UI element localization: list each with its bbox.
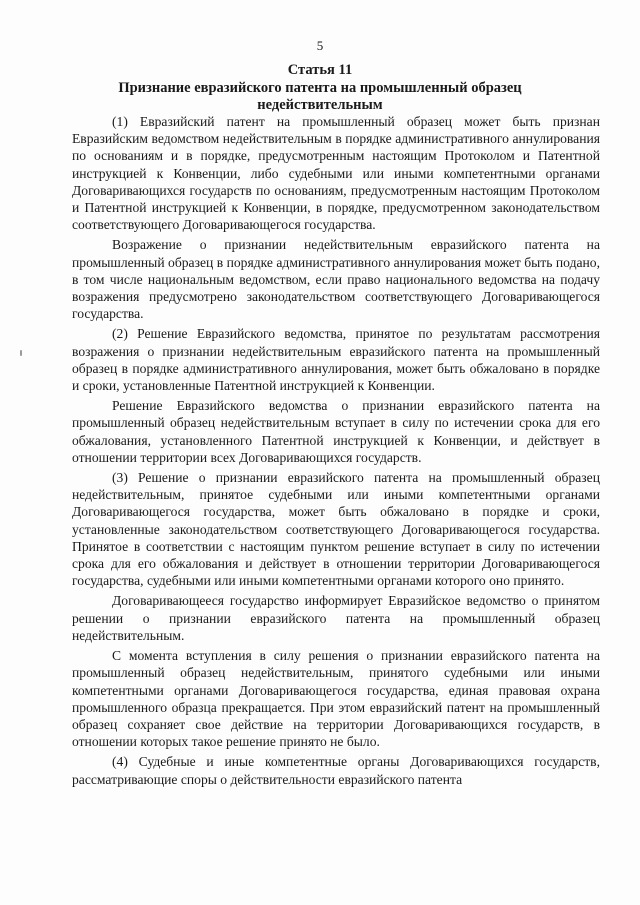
paragraph-1-1: (1) Евразийский патент на промышленный образец может быть признан Евразийским ведомством недействительным в порядке административного аннулирования по основаниям и в порядке, предусмотренным настоящим Протоколом и Патентной инструкцией к Конвенции, либо судебными или иными компетентными органами Договаривающихся государств по основаниям, предусмотренным настоящим Протоколом и Патентной инструкцией к Конвенции, в порядке, предусмотренном законодательством соответствующего Договаривающегося государства.	[72, 114, 600, 233]
paragraph-3-1: (3) Решение о признании евразийского патента на промышленный образец недействительным, принятое судебными или иными компетентными органами Договаривающегося государства, может быть обжаловано в порядке и сроки, установленные законодательством соответствующего Договаривающегося государства. Принятое в соответствии с настоящим пунктом решение вступает в силу по истечении срока для его обжалования и действует в отношении территории Договаривающегося государства, судебными или иными компетентными органами которого оно принято.	[72, 470, 600, 589]
paragraph-1-objection: Возражение о признании недействительным евразийского патента на промышленный образец в порядке административного аннулирования может быть подано, в том числе национальным ведомством, если право национального ведомства на подачу возражения предусмотрено законодательством соответствующего Договаривающегося государства.	[72, 237, 600, 322]
page-number: 5	[316, 38, 324, 53]
paragraph-3-inform: Договаривающееся государство информирует Евразийское ведомство о принятом решении о признании евразийского патента на промышленный образец недействительным.	[72, 593, 600, 643]
article-body	[72, 113, 600, 791]
paragraph-2-1: (2) Решение Евразийского ведомства, принятое по результатам рассмотрения возражения о признании недействительным евразийского патента на промышленный образец в порядке административного аннулирования, может быть обжаловано в порядке и сроки, установленные Патентной инструкцией к Конвенции.	[72, 326, 600, 394]
scan-mark	[20, 350, 22, 356]
paragraph-3-effect: С момента вступления в силу решения о признании евразийского патента на промышленный образец недействительным, принятого судебными или иными компетентными органами Договаривающегося государства, единая правовая охрана промышленного образца прекращается. При этом евразийский патент на промышленный образец сохраняет свое действие на территории Договаривающихся государств, в отношении которых такое решение принято не было.	[72, 648, 600, 750]
paragraph-2-decision: Решение Евразийского ведомства о признании евразийского патента на промышленный образец недействительным вступает в силу по истечении срока для его обжалования, установленного Патентной инструкцией к Конвенции, и действует в отношении территории всех Договаривающихся государств.	[72, 398, 600, 465]
article-title: Признание евразийского патента на промышленный образец недействительным	[118, 80, 522, 113]
article-number: Статья 11	[287, 62, 353, 78]
paragraph-4-1: (4) Судебные и иные компетентные органы Договаривающихся государств, рассматривающие споры о действительности евразийского патента	[72, 754, 600, 787]
